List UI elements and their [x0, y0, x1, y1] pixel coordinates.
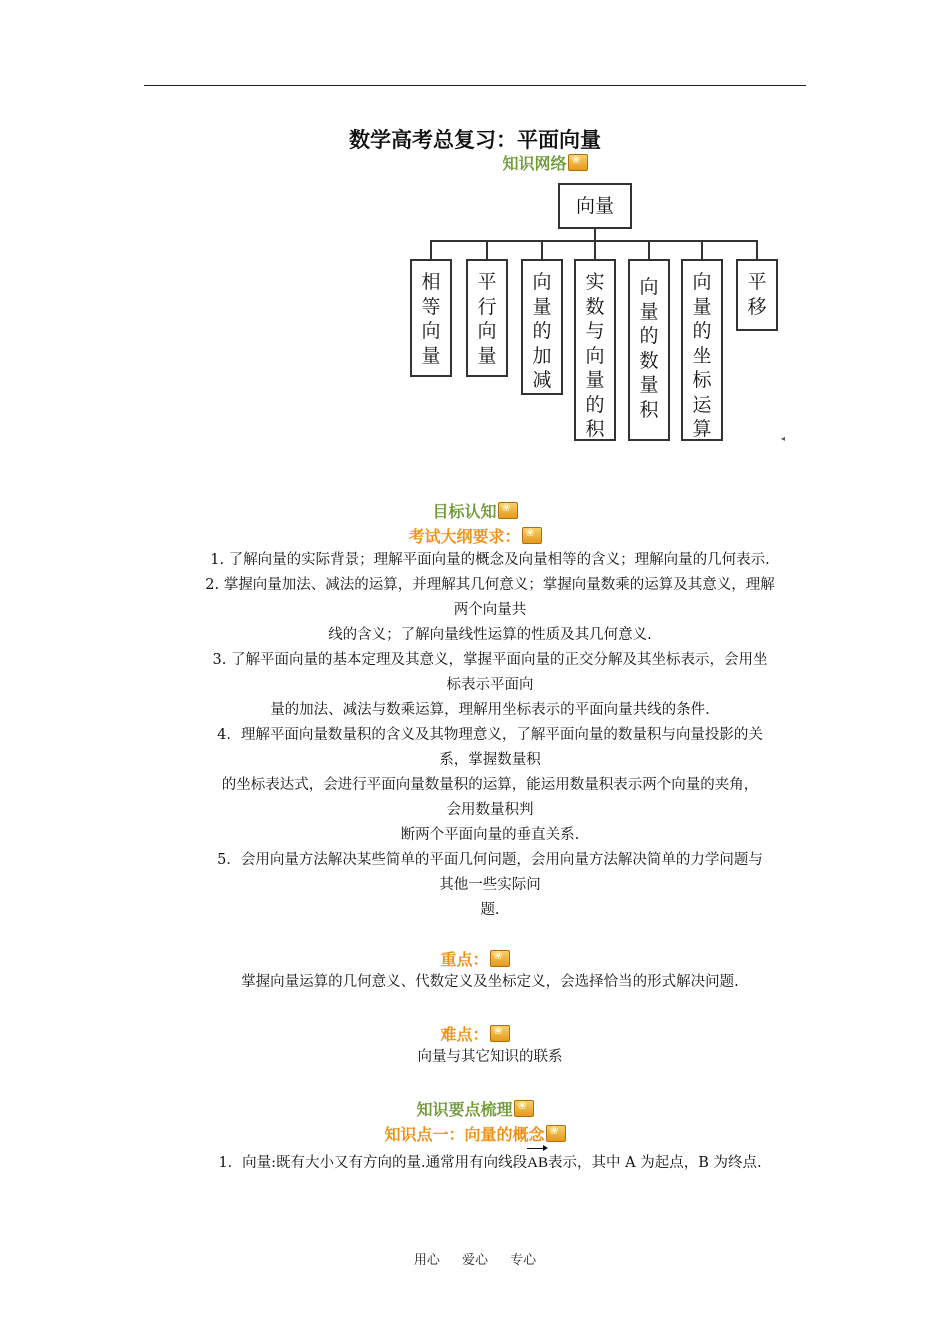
section-goals — [0, 499, 950, 522]
folder-icon — [514, 1100, 534, 1117]
requirement-4-line: 4．理解平面向量数量积的含义及其物理意义，了解平面向量的数量积与向量投影的关 — [217, 727, 763, 743]
section-goals-label: 目标认知 — [432, 502, 497, 521]
diagram-leaf-vector-add-sub: 向 量 的 加 减 — [521, 259, 563, 395]
diagram-root-box: 向量 — [558, 183, 632, 229]
requirement-2-line: 线的含义；了解向量线性运算的性质及其几何意义. — [328, 627, 652, 643]
section-knowledge-network — [0, 151, 950, 174]
diagram-leaf-dot-product: 向 量 的 数 量 积 — [628, 259, 670, 441]
page-footer: 用心 爱心 专心 — [413, 1253, 537, 1268]
folder-icon — [490, 950, 510, 967]
folder-icon — [498, 502, 518, 519]
section-difficulties-label: 难点： — [440, 1025, 489, 1044]
requirements-list — [170, 548, 810, 923]
diagram-connector — [486, 240, 488, 259]
folder-icon — [522, 527, 542, 544]
requirement-5-line: 5．会用向量方法解决某些简单的平面几何问题，会用向量方法解决简单的力学问题与 — [217, 852, 763, 868]
folder-icon — [568, 154, 588, 171]
requirement-3-line: 量的加法、减法与数乘运算，理解用坐标表示的平面向量共线的条件. — [270, 702, 710, 718]
diagram-connector — [594, 240, 596, 259]
diagram-mark: ◂ — [781, 434, 786, 443]
diagram-leaf-coordinate-operations: 向 量 的 坐 标 运 算 — [681, 259, 723, 441]
diagram-leaf-parallel-vectors: 平 行 向 量 — [466, 259, 508, 377]
diagram-connector — [648, 240, 650, 259]
page-title: 数学高考总复习：平面向量 — [349, 128, 601, 152]
folder-icon — [546, 1125, 566, 1142]
diagram-leaf-translation: 平 移 — [736, 259, 778, 331]
section-knowledge-summary-label: 知识要点梳理 — [416, 1100, 513, 1119]
section-syllabus — [0, 524, 950, 547]
requirement-3-line: 标表示平面向 — [446, 677, 534, 693]
requirement-3-line: 3. 了解平面向量的基本定理及其意义，掌握平面向量的正交分解及其坐标表示，会用坐 — [212, 652, 768, 668]
section-key-points-label: 重点： — [440, 950, 489, 969]
requirement-2-line: 2. 掌握向量加法、减法的运算，并理解其几何意义；掌握向量数乘的运算及其意义，理解 — [205, 577, 775, 593]
requirement-2-line: 两个向量共 — [453, 602, 527, 618]
diagram-leaf-equal-vectors: 相 等 向 量 — [410, 259, 452, 377]
requirement-4-line: 断两个平面向量的垂直关系. — [400, 827, 580, 843]
point-one-text-before: 1．向量:既有大小又有方向的量.通常用有向线段 — [218, 1155, 528, 1171]
point-one-text-after: 表示，其中 A 为起点，B 为终点. — [548, 1155, 762, 1171]
key-points-text: 掌握向量运算的几何意义、代数定义及坐标定义，会选择恰当的形式解决问题. — [241, 974, 739, 990]
vector-ab-symbol: AB — [527, 1151, 548, 1176]
section-point-one-label: 知识点一：向量的概念 — [384, 1125, 545, 1144]
requirement-1-line: 1. 了解向量的实际背景；理解平面向量的概念及向量相等的含义；理解向量的几何表示. — [210, 552, 770, 568]
difficulties-text: 向量与其它知识的联系 — [417, 1049, 563, 1065]
point-one-item-1 — [160, 1151, 820, 1176]
diagram-connector — [756, 240, 758, 259]
section-knowledge-network-label: 知识网络 — [502, 154, 567, 173]
section-knowledge-summary — [0, 1097, 950, 1120]
folder-icon — [490, 1025, 510, 1042]
requirement-5-line: 题. — [480, 902, 500, 918]
section-key-points — [0, 947, 950, 970]
section-difficulties — [0, 1022, 950, 1045]
diagram-connector — [701, 240, 703, 259]
section-point-one — [0, 1122, 950, 1145]
diagram-leaf-scalar-product: 实 数 与 向 量 的 积 — [574, 259, 616, 441]
diagram-connector — [430, 240, 432, 259]
section-syllabus-label: 考试大纲要求： — [408, 527, 521, 546]
requirement-4-line: 会用数量积判 — [446, 802, 534, 818]
diagram-connector — [541, 240, 543, 259]
requirement-4-line: 系，掌握数量积 — [439, 752, 541, 768]
requirement-5-line: 其他一些实际问 — [439, 877, 541, 893]
header-rule — [144, 85, 806, 86]
requirement-4-line: 的坐标表达式，会进行平面向量数量积的运算，能运用数量积表示两个向量的夹角， — [221, 777, 759, 793]
